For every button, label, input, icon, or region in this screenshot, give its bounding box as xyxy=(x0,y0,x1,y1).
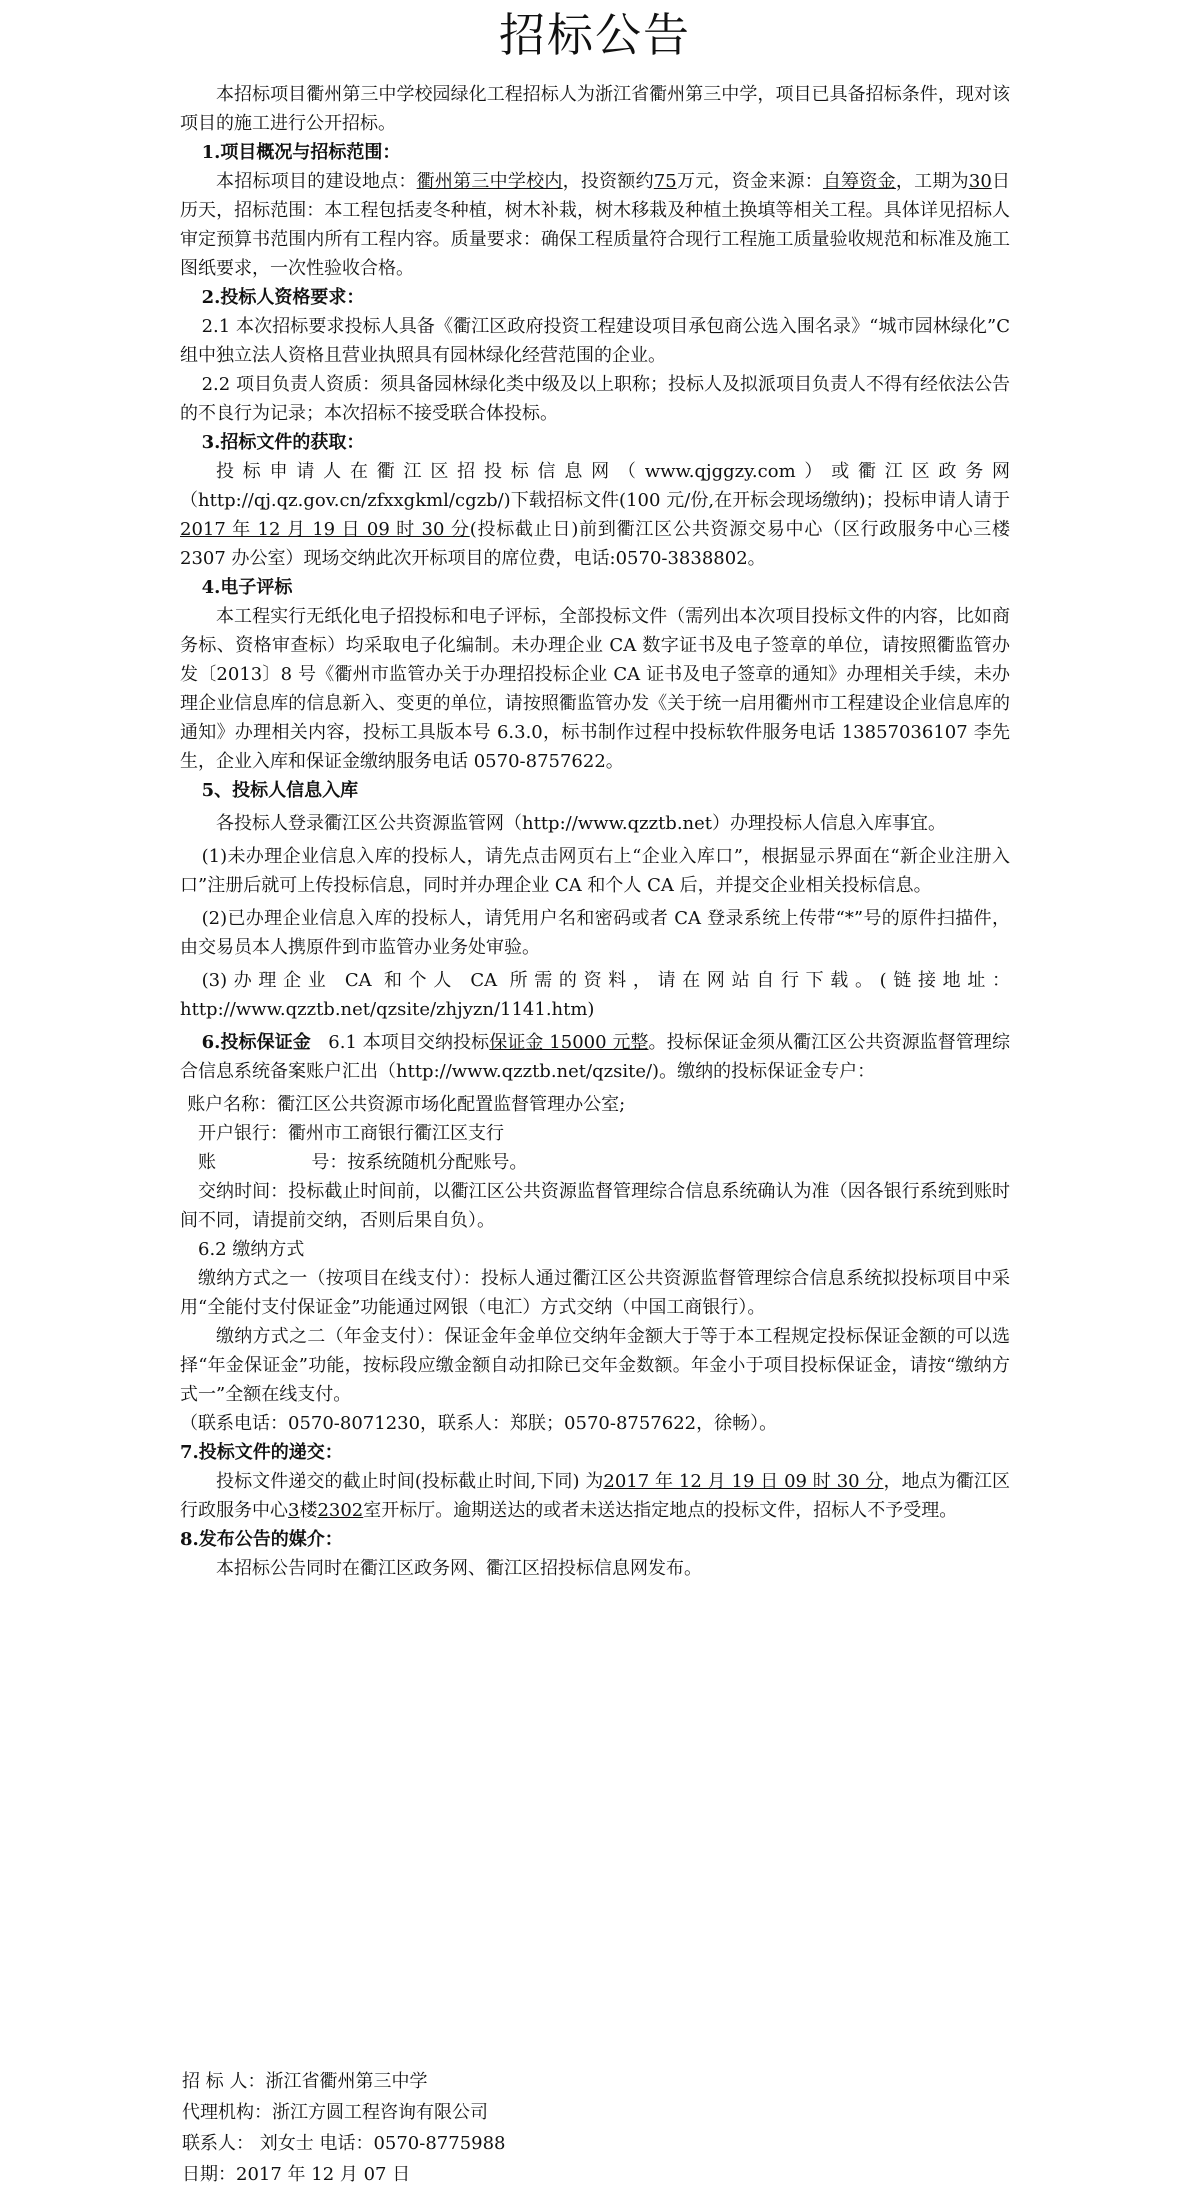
section-6-heading: 6.投标保证金 xyxy=(201,1032,311,1053)
page-title: 招标公告 xyxy=(499,8,691,62)
s3-text-1: 投标申请人在衢江区招投标信息网（www.qjggzy.com）或衢江区政务网（http://qj.qz.gov.cn/zfxxgkml/cgzb/)下载招标文件(100 元/份,在开标会现场缴纳)；投标申请人请于 xyxy=(180,461,1010,511)
s6-text-1: 6.1 本项目交纳投标 xyxy=(328,1032,490,1053)
section-6-paragraph xyxy=(180,1028,1010,1086)
section-7-heading: 7.投标文件的递交： xyxy=(180,1442,343,1463)
account-bank: 开户银行：衢州市工商银行衢江区支行 xyxy=(198,1123,504,1144)
s1-text-3: 万元，资金来源： xyxy=(676,171,823,192)
payment-time: 交纳时间：投标截止时间前，以衢江区公共资源监督管理综合信息系统确认为准（因各银行系统到账时间不同，请提前交纳，否则后果自负）。 xyxy=(180,1181,1010,1231)
account-number xyxy=(180,1148,1010,1177)
section-8-paragraph: 本招标公告同时在衢江区政务网、衢江区招投标信息网发布。 xyxy=(216,1558,702,1579)
payment-contact: （联系电话：0570-8071230，联系人：郑朕；0570-8757622，徐畅）。 xyxy=(180,1413,778,1434)
section-5-paragraph-3: (2)已办理企业信息入库的投标人，请凭用户名和密码或者 CA 登录系统上传带“*”号的原件扫描件，由交易员本人携原件到市监管办业务处审验。 xyxy=(180,908,1010,958)
section-7-paragraph xyxy=(180,1467,1010,1525)
s1-text-4: ，工期为 xyxy=(895,171,969,192)
footer-contact: 联系人： 刘女士 电话：0570-8775988 xyxy=(182,2133,506,2154)
notice-footer xyxy=(182,2066,1002,2190)
section-4-paragraph: 本工程实行无纸化电子招投标和电子评标，全部投标文件（需列出本次项目投标文件的内容，比如商务标、资格审查标）均采取电子化编制。未办理企业 CA 数字证书及电子签章的单位，请按照衢监管办发〔2013〕8 号《衢州市监管办关于办理招投标企业 CA 证书及电子签章的通知》办理相关手续，未办理企业信息库的信息新入、变更的单位，请按照衢监管办发《关于统一启用衢州市工程建设企业信息库的通知》办理相关内容，投标工具版本号 6.3.0，标书制作过程中投标软件服务电话 13857036107 李先生，企业入库和保证金缴纳服务电话 0570-8757622。 xyxy=(180,606,1010,772)
intro-paragraph: 本招标项目衢州第三中学校园绿化工程招标人为浙江省衢州第三中学，项目已具备招标条件，现对该项目的施工进行公开招标。 xyxy=(180,84,1010,134)
notice-body xyxy=(180,80,1010,1583)
account-number-label-a: 账 xyxy=(198,1152,216,1173)
section-3-heading: 3.招标文件的获取： xyxy=(201,432,365,453)
s7-text-2: ，地点为衢江区行政服务中心 xyxy=(180,1471,1010,1521)
s1-amount: 75 xyxy=(653,171,677,192)
section-2-paragraph-2: 2.2 项目负责人资质：须具备园林绿化类中级及以上职称；投标人及拟派项目负责人不得有经依法公告的不良行为记录；本次招标不接受联合体投标。 xyxy=(180,374,1010,424)
s7-room: 2302 xyxy=(317,1500,364,1521)
s7-text-3: 楼 xyxy=(299,1500,318,1521)
section-3-paragraph xyxy=(180,457,1010,573)
s1-location: 衢州第三中学校内 xyxy=(416,171,563,192)
s1-text-5: 日历天，招标范围：本工程包括麦冬种植，树木补栽，树木移栽及种植土换填等相关工程。具体详见招标人审定预算书范围内所有工程内容。质量要求：确保工程质量符合现行工程施工质量验收规范和标准及施工图纸要求，一次性验收合格。 xyxy=(180,171,1011,279)
payment-methods-heading: 6.2 缴纳方式 xyxy=(198,1239,305,1260)
s1-text-2: ，投资额约 xyxy=(562,171,654,192)
section-1-heading: 1.项目概况与招标范围： xyxy=(201,142,401,163)
section-8-heading: 8.发布公告的媒介： xyxy=(180,1529,343,1550)
s7-text-4: 室开标厅。逾期送达的或者未送达指定地点的投标文件，招标人不予受理。 xyxy=(363,1500,958,1521)
footer-tenderer: 招 标 人：浙江省衢州第三中学 xyxy=(182,2071,428,2092)
s7-text-1: 投标文件递交的截止时间(投标截止时间,下同) 为 xyxy=(216,1471,604,1492)
section-2-heading: 2.投标人资格要求： xyxy=(201,287,365,308)
s7-deadline: 2017 年 12 月 19 日 09 时 30 分 xyxy=(603,1471,884,1492)
footer-date: 日期：2017 年 12 月 07 日 xyxy=(182,2164,411,2185)
payment-method-2: 缴纳方式之二（年金支付）：保证金年金单位交纳年金额大于等于本工程规定投标保证金额的可以选择“年金保证金”功能，按标段应缴金额自动扣除已交年金数额。年金小于项目投标保证金，请按“缴纳方式一”全额在线支付。 xyxy=(180,1326,1010,1405)
account-name: 账户名称：衢江区公共资源市场化配置监督管理办公室; xyxy=(187,1094,626,1115)
section-4-heading: 4.电子评标 xyxy=(201,577,293,598)
s3-deadline: 2017 年 12 月 19 日 09 时 30 分 xyxy=(180,519,470,540)
s6-bond: 保证金 15000 元整 xyxy=(489,1032,649,1053)
section-2-paragraph-1: 2.1 本次招标要求投标人具备《衢江区政府投资工程建设项目承包商公选入围名录》“城市园林绿化”C 组中独立法人资格且营业执照具有园林绿化经营范围的企业。 xyxy=(180,316,1010,366)
section-5-paragraph-1: 各投标人登录衢江区公共资源监管网（http://www.qzztb.net）办理投标人信息入库事宜。 xyxy=(216,813,947,834)
section-5-heading: 5、投标人信息入库 xyxy=(201,780,359,801)
s1-period: 30 xyxy=(968,171,992,192)
payment-method-1: 缴纳方式之一（按项目在线支付）：投标人通过衢江区公共资源监督管理综合信息系统拟投标项目中采用“全能付支付保证金”功能通过网银（电汇）方式交纳（中国工商银行）。 xyxy=(180,1268,1010,1318)
s7-floor: 3 xyxy=(288,1500,300,1521)
section-5-paragraph-4: (3)办理企业 CA 和个人 CA 所需的资料，请在网站自行下载。(链接地址：http://www.qzztb.net/qzsite/zhjyzn/1141.htm) xyxy=(180,970,1010,1020)
section-1-paragraph xyxy=(180,167,1010,283)
account-number-label-b: 号：按系统随机分配账号。 xyxy=(311,1152,528,1173)
s1-text-1: 本招标项目的建设地点： xyxy=(216,171,417,192)
s3-text-2: (投标截止日)前到衢江区公共资源交易中心（区行政服务中心三楼 2307 办公室）现场交纳此次开标项目的席位费，电话:0570-3838802。 xyxy=(180,519,1011,569)
footer-agency: 代理机构：浙江方圆工程咨询有限公司 xyxy=(182,2102,488,2123)
s6-text-2: 。投标保证金须从衢江区公共资源监督管理综合信息系统备案账户汇出（http://www.qzztb.net/qzsite/)。缴纳的投标保证金专户： xyxy=(180,1032,1010,1082)
section-5-paragraph-2: (1)未办理企业信息入库的投标人，请先点击网页右上“企业入库口”，根据显示界面在“新企业注册入口”注册后就可上传投标信息，同时并办理企业 CA 和个人 CA 后，并提交企业相关投标信息。 xyxy=(180,846,1010,896)
s1-source: 自筹资金 xyxy=(822,171,896,192)
